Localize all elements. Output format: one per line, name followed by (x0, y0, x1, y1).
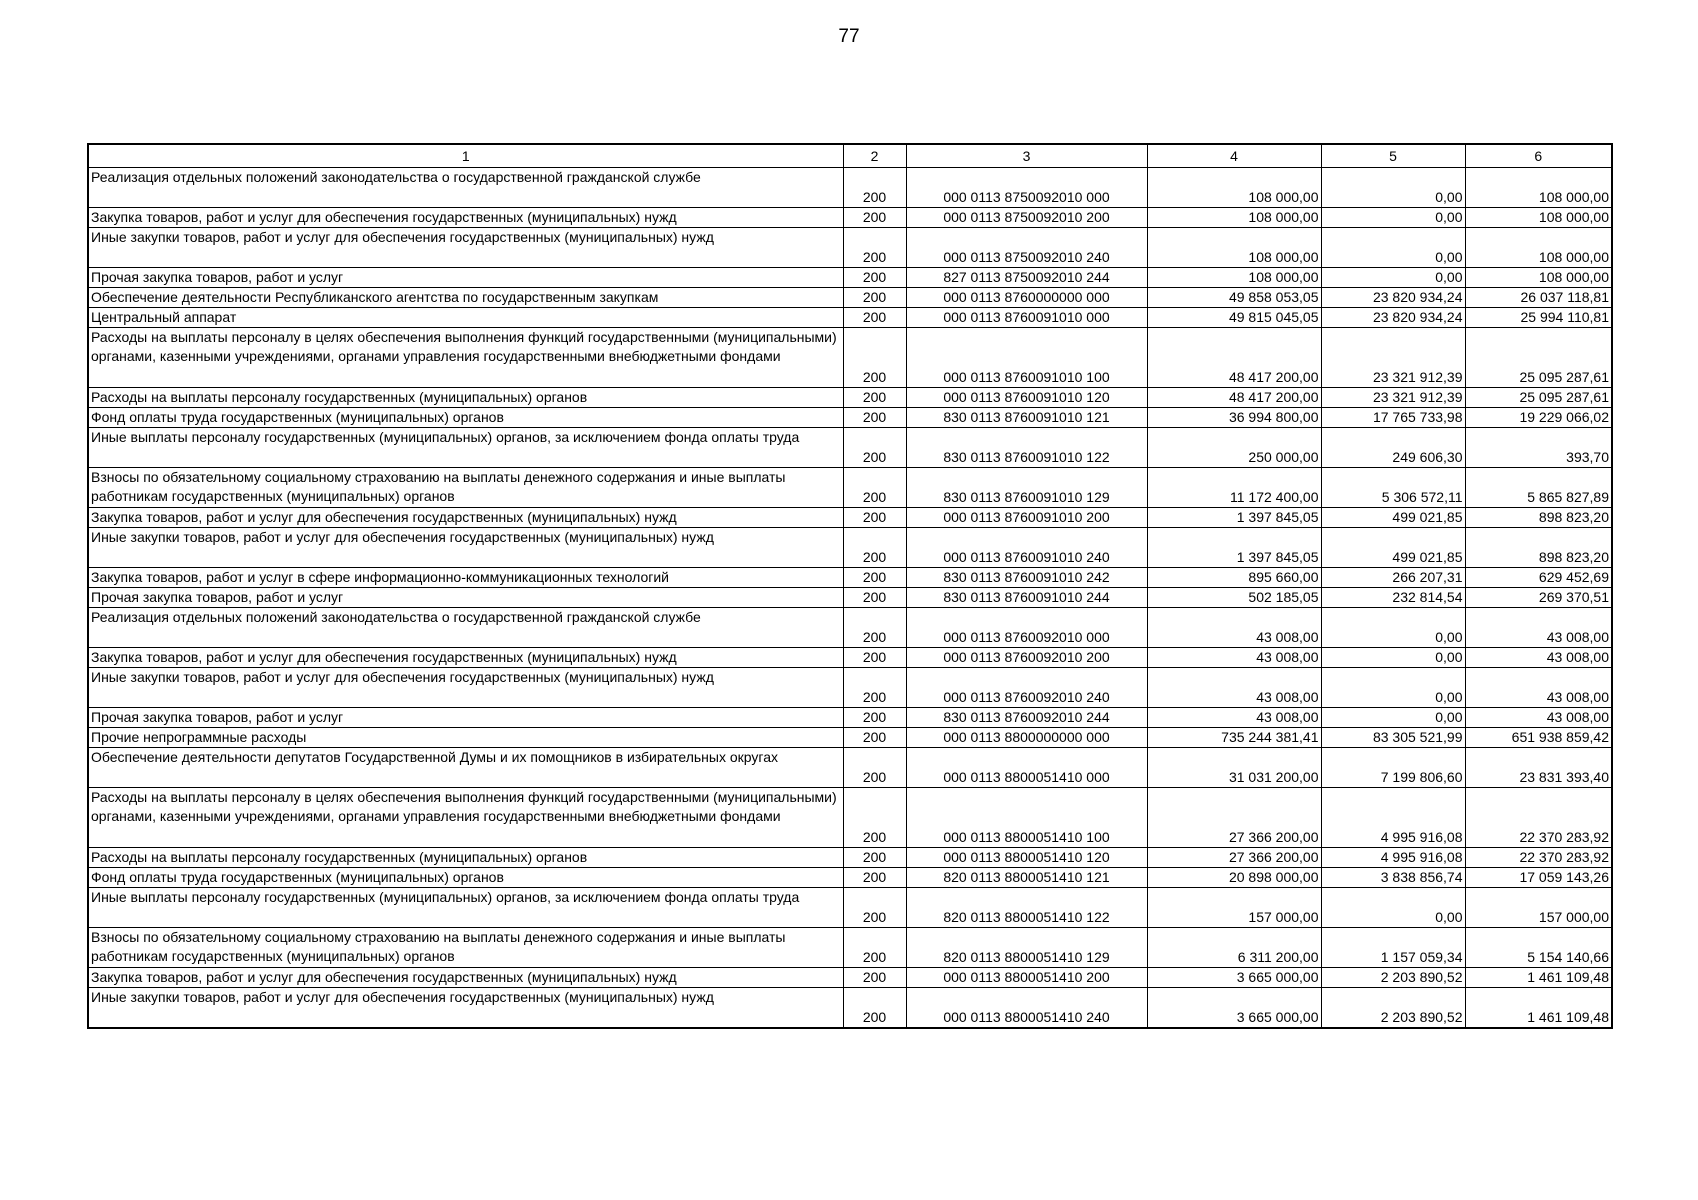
budget-classification-code-cell: 000 0113 8760091010 100 (906, 328, 1147, 388)
table-row (88, 228, 1612, 268)
table-row (88, 388, 1612, 408)
approved-amount-cell: 502 185,05 (1147, 588, 1321, 608)
executed-amount-cell: 0,00 (1321, 268, 1465, 288)
expense-name-cell: Иные закупки товаров, работ и услуг для обеспечения государственных (муниципальных) нужд (88, 668, 843, 708)
table-row (88, 968, 1612, 988)
table-row (88, 568, 1612, 588)
unexecuted-amount-cell: 5 154 140,66 (1465, 928, 1612, 968)
table-row (88, 408, 1612, 428)
table-row (88, 788, 1612, 848)
line-code-cell: 200 (843, 608, 906, 648)
budget-classification-code-cell: 000 0113 8750092010 000 (906, 168, 1147, 208)
budget-classification-code-cell: 830 0113 8760091010 244 (906, 588, 1147, 608)
table-row (88, 508, 1612, 528)
executed-amount-cell: 23 321 912,39 (1321, 328, 1465, 388)
table-row (88, 648, 1612, 668)
unexecuted-amount-cell: 898 823,20 (1465, 528, 1612, 568)
expense-name-cell: Иные закупки товаров, работ и услуг для обеспечения государственных (муниципальных) нужд (88, 528, 843, 568)
executed-amount-cell: 23 820 934,24 (1321, 288, 1465, 308)
unexecuted-amount-cell: 25 994 110,81 (1465, 308, 1612, 328)
unexecuted-amount-cell: 108 000,00 (1465, 268, 1612, 288)
table-row (88, 588, 1612, 608)
table-row (88, 468, 1612, 508)
budget-classification-code-cell: 000 0113 8760091010 200 (906, 508, 1147, 528)
approved-amount-cell: 3 665 000,00 (1147, 988, 1321, 1029)
expense-name-cell: Закупка товаров, работ и услуг для обеспечения государственных (муниципальных) нужд (88, 208, 843, 228)
line-code-cell: 200 (843, 848, 906, 868)
expense-name-cell: Реализация отдельных положений законодательства о государственной гражданской службе (88, 168, 843, 208)
budget-classification-code-cell: 000 0113 8760091010 000 (906, 308, 1147, 328)
expense-name-cell: Реализация отдельных положений законодательства о государственной гражданской службе (88, 608, 843, 648)
budget-classification-code-cell: 000 0113 8800051410 120 (906, 848, 1147, 868)
executed-amount-cell: 232 814,54 (1321, 588, 1465, 608)
executed-amount-cell: 266 207,31 (1321, 568, 1465, 588)
page-number: 77 (838, 26, 860, 47)
unexecuted-amount-cell: 43 008,00 (1465, 708, 1612, 728)
line-code-cell: 200 (843, 888, 906, 928)
budget-classification-code-cell: 000 0113 8750092010 200 (906, 208, 1147, 228)
approved-amount-cell: 27 366 200,00 (1147, 788, 1321, 848)
unexecuted-amount-cell: 108 000,00 (1465, 208, 1612, 228)
expense-name-cell: Иные закупки товаров, работ и услуг для обеспечения государственных (муниципальных) нужд (88, 228, 843, 268)
line-code-cell: 200 (843, 508, 906, 528)
expense-name-cell: Взносы по обязательному социальному страхованию на выплаты денежного содержания и иные выплаты работникам государственных (муниципальных) органов (88, 468, 843, 508)
unexecuted-amount-cell: 393,70 (1465, 428, 1612, 468)
budget-classification-code-cell: 000 0113 8800051410 240 (906, 988, 1147, 1029)
approved-amount-cell: 1 397 845,05 (1147, 528, 1321, 568)
executed-amount-cell: 499 021,85 (1321, 528, 1465, 568)
table-row (88, 168, 1612, 208)
column-header-3: 3 (906, 144, 1147, 168)
executed-amount-cell: 7 199 806,60 (1321, 748, 1465, 788)
budget-classification-code-cell: 830 0113 8760091010 242 (906, 568, 1147, 588)
budget-classification-code-cell: 000 0113 8800051410 100 (906, 788, 1147, 848)
executed-amount-cell: 1 157 059,34 (1321, 928, 1465, 968)
approved-amount-cell: 108 000,00 (1147, 168, 1321, 208)
executed-amount-cell: 0,00 (1321, 228, 1465, 268)
expense-name-cell: Центральный аппарат (88, 308, 843, 328)
unexecuted-amount-cell: 651 938 859,42 (1465, 728, 1612, 748)
executed-amount-cell: 0,00 (1321, 888, 1465, 928)
executed-amount-cell: 0,00 (1321, 648, 1465, 668)
executed-amount-cell: 499 021,85 (1321, 508, 1465, 528)
table-row (88, 428, 1612, 468)
table-row (88, 928, 1612, 968)
budget-classification-code-cell: 000 0113 8760092010 000 (906, 608, 1147, 648)
executed-amount-cell: 4 995 916,08 (1321, 788, 1465, 848)
executed-amount-cell: 0,00 (1321, 708, 1465, 728)
line-code-cell: 200 (843, 988, 906, 1029)
approved-amount-cell: 6 311 200,00 (1147, 928, 1321, 968)
unexecuted-amount-cell: 629 452,69 (1465, 568, 1612, 588)
executed-amount-cell: 5 306 572,11 (1321, 468, 1465, 508)
table-row (88, 288, 1612, 308)
approved-amount-cell: 43 008,00 (1147, 708, 1321, 728)
line-code-cell: 200 (843, 528, 906, 568)
expense-name-cell: Иные выплаты персоналу государственных (муниципальных) органов, за исключением фонда оплаты труда (88, 888, 843, 928)
approved-amount-cell: 11 172 400,00 (1147, 468, 1321, 508)
table-header-row (88, 144, 1612, 168)
expense-name-cell: Закупка товаров, работ и услуг для обеспечения государственных (муниципальных) нужд (88, 508, 843, 528)
expense-name-cell: Обеспечение деятельности депутатов Государственной Думы и их помощников в избирательных округах (88, 748, 843, 788)
expense-name-cell: Закупка товаров, работ и услуг для обеспечения государственных (муниципальных) нужд (88, 648, 843, 668)
table-row (88, 848, 1612, 868)
budget-execution-table (87, 143, 1613, 1029)
executed-amount-cell: 3 838 856,74 (1321, 868, 1465, 888)
budget-classification-code-cell: 000 0113 8760000000 000 (906, 288, 1147, 308)
approved-amount-cell: 43 008,00 (1147, 608, 1321, 648)
budget-classification-code-cell: 830 0113 8760092010 244 (906, 708, 1147, 728)
approved-amount-cell: 108 000,00 (1147, 208, 1321, 228)
expense-name-cell: Иные закупки товаров, работ и услуг для обеспечения государственных (муниципальных) нужд (88, 988, 843, 1029)
executed-amount-cell: 83 305 521,99 (1321, 728, 1465, 748)
approved-amount-cell: 49 858 053,05 (1147, 288, 1321, 308)
budget-classification-code-cell: 830 0113 8760091010 122 (906, 428, 1147, 468)
unexecuted-amount-cell: 23 831 393,40 (1465, 748, 1612, 788)
expense-name-cell: Иные выплаты персоналу государственных (муниципальных) органов, за исключением фонда оплаты труда (88, 428, 843, 468)
unexecuted-amount-cell: 5 865 827,89 (1465, 468, 1612, 508)
table-row (88, 608, 1612, 648)
column-header-1: 1 (88, 144, 843, 168)
table-row (88, 748, 1612, 788)
budget-classification-code-cell: 000 0113 8760092010 200 (906, 648, 1147, 668)
unexecuted-amount-cell: 19 229 066,02 (1465, 408, 1612, 428)
approved-amount-cell: 157 000,00 (1147, 888, 1321, 928)
budget-classification-code-cell: 820 0113 8800051410 129 (906, 928, 1147, 968)
executed-amount-cell: 2 203 890,52 (1321, 968, 1465, 988)
approved-amount-cell: 895 660,00 (1147, 568, 1321, 588)
unexecuted-amount-cell: 157 000,00 (1465, 888, 1612, 928)
approved-amount-cell: 31 031 200,00 (1147, 748, 1321, 788)
line-code-cell: 200 (843, 788, 906, 848)
column-header-5: 5 (1321, 144, 1465, 168)
expense-name-cell: Прочая закупка товаров, работ и услуг (88, 708, 843, 728)
table-row (88, 988, 1612, 1029)
budget-classification-code-cell: 000 0113 8760091010 120 (906, 388, 1147, 408)
executed-amount-cell: 4 995 916,08 (1321, 848, 1465, 868)
approved-amount-cell: 1 397 845,05 (1147, 508, 1321, 528)
unexecuted-amount-cell: 898 823,20 (1465, 508, 1612, 528)
line-code-cell: 200 (843, 668, 906, 708)
approved-amount-cell: 735 244 381,41 (1147, 728, 1321, 748)
line-code-cell: 200 (843, 968, 906, 988)
unexecuted-amount-cell: 22 370 283,92 (1465, 788, 1612, 848)
unexecuted-amount-cell: 108 000,00 (1465, 168, 1612, 208)
unexecuted-amount-cell: 17 059 143,26 (1465, 868, 1612, 888)
expense-name-cell: Расходы на выплаты персоналу в целях обеспечения выполнения функций государственными (муниципальными) органами, казенными учреждениями, органами управления государственными внебюджетными фондами (88, 788, 843, 848)
table-row (88, 268, 1612, 288)
line-code-cell: 200 (843, 708, 906, 728)
budget-classification-code-cell: 000 0113 8800000000 000 (906, 728, 1147, 748)
approved-amount-cell: 43 008,00 (1147, 648, 1321, 668)
line-code-cell: 200 (843, 288, 906, 308)
executed-amount-cell: 0,00 (1321, 668, 1465, 708)
approved-amount-cell: 108 000,00 (1147, 228, 1321, 268)
budget-classification-code-cell: 000 0113 8800051410 000 (906, 748, 1147, 788)
unexecuted-amount-cell: 25 095 287,61 (1465, 388, 1612, 408)
line-code-cell: 200 (843, 648, 906, 668)
executed-amount-cell: 23 820 934,24 (1321, 308, 1465, 328)
line-code-cell: 200 (843, 568, 906, 588)
table-row (88, 708, 1612, 728)
table-row (88, 528, 1612, 568)
budget-classification-code-cell: 000 0113 8800051410 200 (906, 968, 1147, 988)
approved-amount-cell: 48 417 200,00 (1147, 328, 1321, 388)
expense-name-cell: Фонд оплаты труда государственных (муниципальных) органов (88, 408, 843, 428)
executed-amount-cell: 249 606,30 (1321, 428, 1465, 468)
approved-amount-cell: 3 665 000,00 (1147, 968, 1321, 988)
expense-name-cell: Расходы на выплаты персоналу в целях обеспечения выполнения функций государственными (муниципальными) органами, казенными учреждениями, органами управления государственными внебюджетными фондами (88, 328, 843, 388)
approved-amount-cell: 43 008,00 (1147, 668, 1321, 708)
approved-amount-cell: 48 417 200,00 (1147, 388, 1321, 408)
table-row (88, 328, 1612, 388)
unexecuted-amount-cell: 1 461 109,48 (1465, 968, 1612, 988)
line-code-cell: 200 (843, 328, 906, 388)
executed-amount-cell: 2 203 890,52 (1321, 988, 1465, 1029)
line-code-cell: 200 (843, 228, 906, 268)
unexecuted-amount-cell: 43 008,00 (1465, 608, 1612, 648)
line-code-cell: 200 (843, 208, 906, 228)
table-row (88, 888, 1612, 928)
column-header-6: 6 (1465, 144, 1612, 168)
budget-classification-code-cell: 000 0113 8760091010 240 (906, 528, 1147, 568)
executed-amount-cell: 17 765 733,98 (1321, 408, 1465, 428)
executed-amount-cell: 0,00 (1321, 208, 1465, 228)
approved-amount-cell: 250 000,00 (1147, 428, 1321, 468)
table-row (88, 868, 1612, 888)
unexecuted-amount-cell: 22 370 283,92 (1465, 848, 1612, 868)
table-row (88, 668, 1612, 708)
budget-classification-code-cell: 830 0113 8760091010 121 (906, 408, 1147, 428)
line-code-cell: 200 (843, 468, 906, 508)
line-code-cell: 200 (843, 748, 906, 788)
expense-name-cell: Расходы на выплаты персоналу государственных (муниципальных) органов (88, 388, 843, 408)
approved-amount-cell: 36 994 800,00 (1147, 408, 1321, 428)
unexecuted-amount-cell: 25 095 287,61 (1465, 328, 1612, 388)
budget-classification-code-cell: 000 0113 8760092010 240 (906, 668, 1147, 708)
unexecuted-amount-cell: 26 037 118,81 (1465, 288, 1612, 308)
budget-classification-code-cell: 820 0113 8800051410 122 (906, 888, 1147, 928)
approved-amount-cell: 20 898 000,00 (1147, 868, 1321, 888)
budget-classification-code-cell: 830 0113 8760091010 129 (906, 468, 1147, 508)
executed-amount-cell: 0,00 (1321, 608, 1465, 648)
approved-amount-cell: 108 000,00 (1147, 268, 1321, 288)
unexecuted-amount-cell: 43 008,00 (1465, 648, 1612, 668)
unexecuted-amount-cell: 108 000,00 (1465, 228, 1612, 268)
unexecuted-amount-cell: 1 461 109,48 (1465, 988, 1612, 1029)
table-row (88, 308, 1612, 328)
line-code-cell: 200 (843, 388, 906, 408)
line-code-cell: 200 (843, 428, 906, 468)
expense-name-cell: Обеспечение деятельности Республиканского агентства по государственным закупкам (88, 288, 843, 308)
line-code-cell: 200 (843, 928, 906, 968)
expense-name-cell: Прочая закупка товаров, работ и услуг (88, 588, 843, 608)
expense-name-cell: Закупка товаров, работ и услуг для обеспечения государственных (муниципальных) нужд (88, 968, 843, 988)
line-code-cell: 200 (843, 408, 906, 428)
line-code-cell: 200 (843, 868, 906, 888)
executed-amount-cell: 0,00 (1321, 168, 1465, 208)
line-code-cell: 200 (843, 168, 906, 208)
budget-classification-code-cell: 827 0113 8750092010 244 (906, 268, 1147, 288)
table-row (88, 728, 1612, 748)
approved-amount-cell: 27 366 200,00 (1147, 848, 1321, 868)
line-code-cell: 200 (843, 268, 906, 288)
approved-amount-cell: 49 815 045,05 (1147, 308, 1321, 328)
line-code-cell: 200 (843, 728, 906, 748)
budget-classification-code-cell: 000 0113 8750092010 240 (906, 228, 1147, 268)
line-code-cell: 200 (843, 588, 906, 608)
unexecuted-amount-cell: 43 008,00 (1465, 668, 1612, 708)
expense-name-cell: Прочие непрограммные расходы (88, 728, 843, 748)
column-header-2: 2 (843, 144, 906, 168)
column-header-4: 4 (1147, 144, 1321, 168)
unexecuted-amount-cell: 269 370,51 (1465, 588, 1612, 608)
budget-classification-code-cell: 820 0113 8800051410 121 (906, 868, 1147, 888)
expense-name-cell: Прочая закупка товаров, работ и услуг (88, 268, 843, 288)
expense-name-cell: Закупка товаров, работ и услуг в сфере информационно-коммуникационных технологий (88, 568, 843, 588)
expense-name-cell: Фонд оплаты труда государственных (муниципальных) органов (88, 868, 843, 888)
executed-amount-cell: 23 321 912,39 (1321, 388, 1465, 408)
line-code-cell: 200 (843, 308, 906, 328)
expense-name-cell: Взносы по обязательному социальному страхованию на выплаты денежного содержания и иные выплаты работникам государственных (муниципальных) органов (88, 928, 843, 968)
table-row (88, 208, 1612, 228)
expense-name-cell: Расходы на выплаты персоналу государственных (муниципальных) органов (88, 848, 843, 868)
